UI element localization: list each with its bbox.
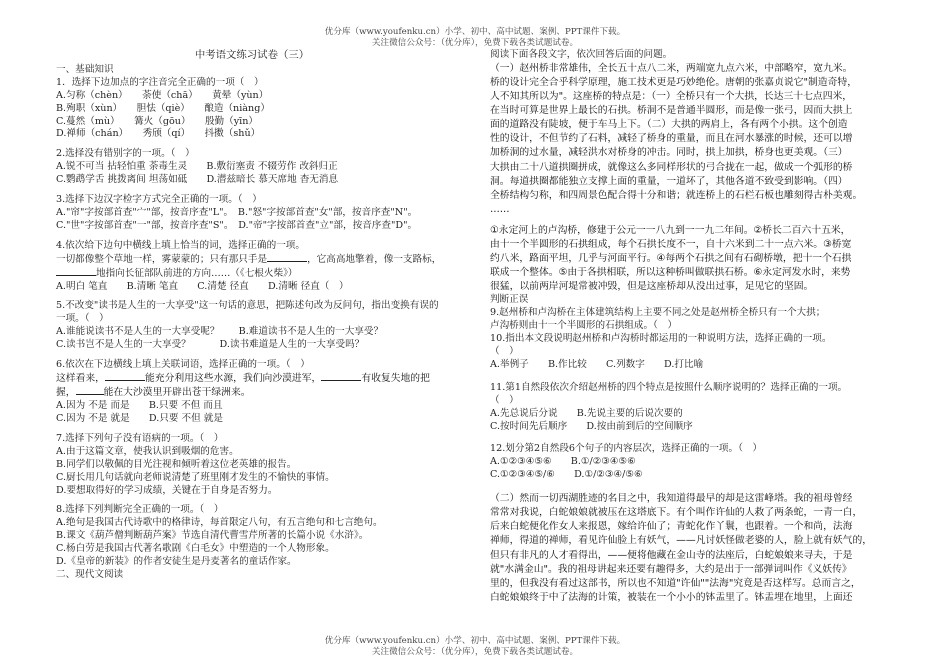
passage-line: 白蛇娘娘终于中了法海的计策，被装在一个小小的钵盂里了。钵盂埋在地里，上面还 [490,591,853,603]
header-line-1: 优分库（www.youfenku.cn）小学、初中、高中试题、案例、PPT课件下载。 [324,27,626,37]
page-header [0,27,950,49]
option-b: B.殉职（xùn） 胆怯（qiè） 酿造（niàng） [56,102,270,114]
passage-part: 能在大沙漠里开辟出苍干绿洲来。 [103,387,251,399]
options-ab: A.先总说后分说 B.先说主要的后说次要的 [490,407,683,419]
passage-part: 有收复失地的把握， [56,372,430,399]
question-7 [56,433,448,498]
option-b: B.同学们以敬佩的目光注视和倾听着这位老英雄的报告。 [56,458,297,470]
question-passage [56,253,448,281]
passage-line: 加桥洞的过水量，减轻洪水对桥身的冲击。同时，拱上加拱，桥身也更美观。（三） [490,147,848,159]
passage-line: 很猛，以前两岸河堤常被冲毁，但是这座桥却从没出过事，足见它的坚固。 [490,281,814,293]
options-ab: A.①②③④⑤⑥ B.①/②③④⑤⑥ [490,456,636,468]
question-12 [490,443,906,482]
left-column [56,49,448,582]
question-line: 10.指出本文段说明赵州桥和卢沟桥时都运用的一种说明方法，选择正确的一项。 [490,333,832,345]
passage-zhaozhou-bridge [490,62,906,217]
options: A.明白 笔直 B.清晰 笔直 C.清楚 径直 D.清晰 径直（ ） [56,280,349,292]
passage-part: 能充分利用这些水源，我们向沙漠进军， [144,372,322,384]
passage-line: （二）然而一切西湖胜迹的名目之中，我知道得最早的却是这雷峰塔。我的祖母曾经 [490,493,853,505]
question-10 [490,333,906,372]
passage-part: ，它高高地擎着，像一 [307,253,403,265]
options: A.举例子 B.作比较 C.列数字 D.打比喻 [490,358,704,370]
question-line: （ ） [490,346,519,358]
option-c: C.蔓然（mù） 篝火（gōu） 殷勤（yīn） [56,115,258,127]
section-heading-basics: 一、基础知识 [56,63,114,75]
passage-line: 人不知其所以为"。这座桥的特点是：（一）全桥只有一个大拱，长达三十七点四米， [490,91,853,103]
passage-line: …… [490,203,510,215]
option-a: A.绝句是我国古代诗歌中的格律诗，每首限定八句，有五言绝句和七言绝句。 [56,517,383,529]
question-stem: 6.依次在下边横线上填上关联词语，选择正确的一项。（ ） [56,359,310,371]
question-stem: 3.选择下边汉字检字方式完全正确的一项。（ ） [56,194,262,206]
options-cd: C.读书岂不是人生的一大享受？ D.读书难道是人生的一大享受吗？ [56,339,365,351]
section-heading-reading: 二、现代文阅读 [56,569,124,580]
options-cd: C.①②③④⑤/⑥ D.①/②③④/⑤⑥ [490,469,643,481]
passage-part: 一切都像整个草地一样，雾蒙蒙的；只有那只手是 [56,253,268,265]
passage-line: 约八米，路面平坦，几乎与河面平行。④每两个石拱之间有石砌桥墩，把十一个石拱 [490,253,852,265]
question-8 [56,504,448,569]
question-4 [56,240,448,294]
options-ab: A.谁能说读书不是人生的一大享受呢？ B.难道读书不是人生的一大享受？ [56,326,384,338]
options-cd: C.鹦鹉学舌 挑拨离间 坦荡如砥 D.潜兹暗长 慕天席地 杳无消息 [56,174,339,186]
passage-line: 后来白蛇便化作女人来报恩，嫁给许仙了；青蛇化作丫鬟，也跟着。一个和尚，法海 [490,521,853,533]
passage-line: 在当时可算是世界上最长的石拱。桥洞不是普通半圆形，而是像一张弓，因而大拱上 [490,105,853,117]
passage-line: 里的，但我没有看过这部书，所以也不知道"许仙""法海"究竟是否这样写。总而言之， [490,577,861,589]
passage-line: 性的设计，不但节约了石料，减轻了桥身的重量，而且在河水暴涨的时候，还可以增 [490,133,853,145]
passage-line: 面的道路没有陡坡，便于车马上下。（二）大拱的两肩上，各有两个小拱。这个创造 [490,119,848,131]
question-6 [56,359,448,426]
page-footer [0,636,950,658]
option-d: D.禅师（chán） 秀颀（qí） 抖擞（shǔ） [56,128,261,140]
fill-blank[interactable] [56,267,96,276]
option-c: C.杨白劳是我国古代著名歌剧《白毛女》中塑造的一个人物形象。 [56,543,335,555]
question-stem: 8.选择下列判断完全正确的一项。（ ） [56,504,224,516]
question-line: 9.赵州桥和卢沟桥在主体建筑结构上主要不同之处是赵州桥全桥只有一个大拱； [490,307,826,319]
option-d: D.《皇帝的新装》的作者安徒生是丹麦著名的童话作家。 [56,556,297,568]
passage-line: 就"水满金山"。我的祖母讲起来还要有趣得多，大约是出于一部弹词叫作《义妖传》 [490,563,852,575]
question-1 [56,77,448,142]
passage-part: 地指向长征部队前进的方向……（《七根火柴》） [96,267,298,279]
question-2 [56,148,448,187]
question-line: 卢沟桥则由十一个半圆形的石拱组成。（ ） [490,320,678,332]
options-ab: A.因为 不是 而是 B.只要 不但 而且 [56,400,223,412]
question-stem: 4.依次给下边句中横线上填上恰当的词，选择正确的一项。 [56,239,305,251]
question-line: （ ） [490,394,519,406]
question-stem: 1．选择下边加点的字注音完全正确的一项（ ） [56,76,264,88]
question-stem: 5.不改变"读书是人生的一大享受"这一句话的意思，把陈述句改为反问句，指出变换有误的一项。（ ） [56,300,439,325]
exam-title: 中考语文练习试卷（三） [194,49,310,61]
passage-part: 支路标， [403,253,442,265]
question-passage [56,372,448,400]
options-cd: C.因为 不是 就是 D.只要 不但 就是 [56,413,223,425]
question-line: 11.第1自然段依次介绍赵州桥的四个特点是按照什么顺序说明的？选择正确的一项。 [490,381,848,393]
fill-blank[interactable] [321,372,361,381]
passage-line: （一）赵州桥非常雄伟，全长五十点八二米，两端宽九点六米，中部略窄，宽九米。 [490,62,853,74]
passage-line: 桥的设计完全合乎科学原理，施工技术更是巧妙绝伦。唐朝的张嘉贞说它"制造奇特， [490,77,857,88]
passage-line: 全桥结构匀称，和四周景色配合得十分和谐；就连桥上的石栏石板也雕刻得古朴美观。 [490,189,863,201]
question-3 [56,194,448,233]
judge-heading: 判断正误 [490,294,529,306]
question-stem: 2.选择没有错别字的一项。（ ） [56,148,195,160]
question-stem: 12.划分第2自然段6个句子的内容层次，选择正确的一项。（ ） [490,443,763,455]
fill-blank[interactable] [105,372,145,381]
option-a: A.匀称（chèn） 荼使（chā） 黄晕（yùn） [56,89,269,101]
passage-line: 联成一个整体。⑤由于各拱相联，所以这种桥叫做联拱石桥。⑥永定河发水时，来势 [490,267,851,279]
passage-line: 洞。每道拱圈都能独立支撑上面的重量，一道坏了，其他各道不致受到影响。（四） [490,175,848,187]
options-cd: C.按时间先后顺序 D.按由前到后的空间顺序 [490,420,693,432]
passage-line: 禅师，得道的禅师，看见许仙脸上有妖气，——凡讨妖怪做老婆的人，脸上就有妖气的， [490,535,873,547]
passage-lugou-bridge [490,224,906,294]
reading-intro: 阅读下面各段文字，依次回答后面的问题。 [490,49,673,60]
question-stem: 7.选择下列句子没有语病的一项。（ ） [56,432,224,444]
passage-leifeng-pagoda [490,492,906,605]
option-d: D.要想取得好的学习成绩，关键在于自身是否努力。 [56,484,278,496]
option-b: B.课文《葫芦僧判断葫芦案》节选自清代曹雪芹所著的长篇小说《水浒》。 [56,530,369,542]
question-5 [56,300,448,352]
passage-line: 由十一个半圆形的石拱组成，每个石拱长度不一，自十六米到二十一点六米。③桥宽 [490,239,852,251]
options-cd: C."世"字按部首查"一"部，按音序查"S"。 D."帝"字按部首查"立"部，按音序查"D"。 [56,219,418,231]
footer-line-1: 优分库（www.youfenku.cn）小学、初中、高中试题、案例、PPT课件下载。 [324,636,626,646]
footer-line-2: 关注微信公众号：（优分库），免费下载各类试题试卷。 [371,647,579,657]
options-ab: A.锐不可当 拈轻怕重 荼毒生灵 B.敷衍塞责 不辍劳作 改斜归正 [56,161,338,173]
fill-blank[interactable] [76,386,104,395]
question-9 [490,307,906,333]
right-column [490,49,906,605]
question-11 [490,382,906,434]
passage-line: 大拱由二十八道拱圈拼成，就像这么多同样形状的弓合拢在一起，做成一个弧形的桥 [490,161,853,173]
header-line-2: 关注微信公众号：（优分库），免费下载各类试题试卷。 [371,38,579,48]
option-c: C.厨长用几句话就向老师说清楚了班里刚才发生的不愉快的事情。 [56,471,335,483]
fill-blank[interactable] [267,253,307,262]
passage-line: 但只有非凡的人才看得出，——便将他藏在金山寺的法座后，白蛇娘娘来寻夫，于是 [490,549,853,561]
option-a: A.由于这篇文章，使我认识到吸烟的危害。 [56,445,239,457]
options-ab: A."帘"字按部首查"宀"部，按音序查"L"。 B."怒"字按部首查"女"部，按音序查"N"。 [56,206,418,218]
passage-line: ①永定河上的卢沟桥，修建于公元一一八九到一一九二年间。②桥长二百六十五米， [490,224,851,236]
passage-line: 常常对我说，白蛇娘娘就被压在这塔底下。有个叫作许仙的人救了两条蛇，一青一白， [490,507,863,519]
passage-part: 这样看来， [56,372,105,384]
